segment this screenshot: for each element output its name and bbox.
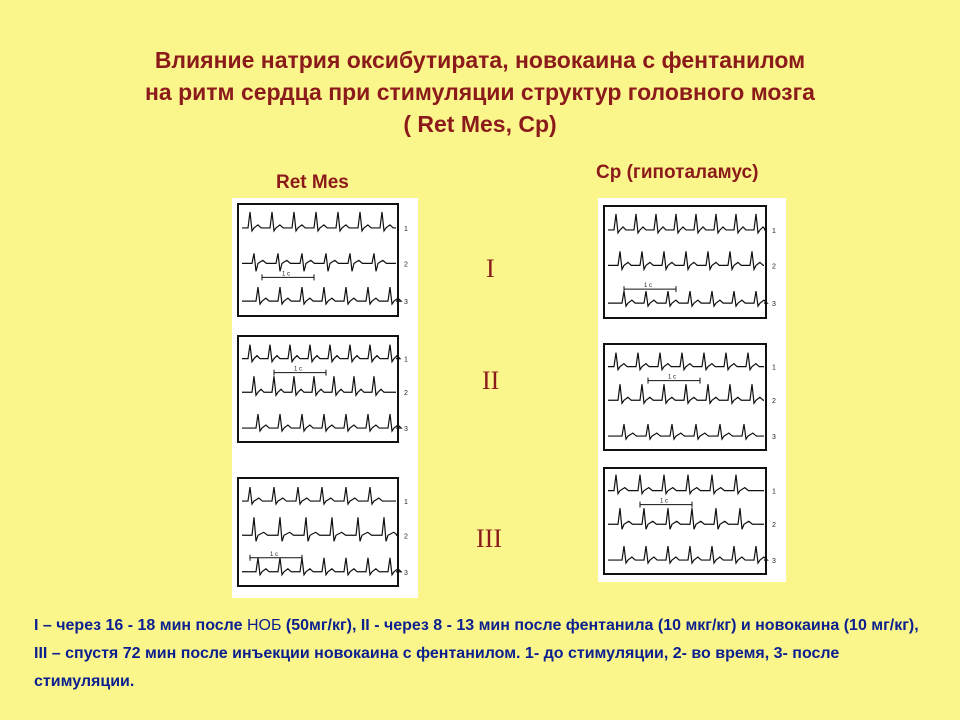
scale-label: 1 c [668,374,677,381]
ecg-trace-3 [242,414,401,431]
row-label-II: II [482,366,500,395]
trace-number: 1 [404,356,408,364]
ecg-trace-1 [242,487,396,504]
ecg-trace-1 [608,475,764,494]
trace-number: 1 [772,227,776,235]
ecg-trace-3 [608,424,764,439]
ecg-trace-1 [608,214,766,233]
scale-label: 1 c [270,551,279,558]
ecg-right-I [600,204,784,322]
ecg-trace-3 [608,546,767,563]
ecg-trace-2 [242,253,396,271]
ecg-left-III [234,476,416,590]
ecg-trace-1 [242,345,400,362]
ecg-trace-1 [608,353,764,370]
trace-number: 1 [404,499,408,507]
trace-number: 3 [772,558,776,566]
footer-caption [34,612,934,696]
trace-number: 2 [404,533,408,541]
slide-title [0,44,960,140]
trace-number: 1 [772,488,776,496]
trace-number: 3 [404,299,408,307]
trace-number: 2 [404,261,408,269]
trace-number: 2 [772,522,776,530]
ecg-trace-2 [242,517,398,541]
ecg-left-I [234,202,416,320]
trace-number: 2 [404,390,408,398]
trace-number: 3 [404,569,408,577]
trace-number: 2 [772,398,776,406]
scale-label: 1 c [282,271,291,278]
right-column-label: Cp (гипоталамус) [596,162,759,183]
ecg-trace-2 [608,384,764,403]
ecg-trace-3 [242,558,401,575]
trace-number: 3 [772,301,776,309]
trace-number: 3 [772,434,776,442]
trace-number: 1 [404,225,408,233]
ecg-right-II [600,342,784,454]
footer-part-3: (50мг/кг), II - через 8 - 13 мин после фентанила (10 мкг/кг) и новокаина (10 мг/кг), III – спустя 72 мин после инъекции новокаина с фентанилом. 1- до стимуляции, 2- во время, 3- после стимуляции. [34,617,919,690]
ecg-right-III [600,466,784,578]
footer-part-2: НОБ [246,617,282,634]
left-column-label: Ret Mes [276,172,349,193]
ecg-trace-3 [608,291,767,306]
trace-number: 1 [772,364,776,372]
ecg-trace-2 [242,376,396,395]
row-label-I: I [486,254,495,283]
ecg-trace-1 [242,212,396,231]
trace-number: 3 [404,426,408,434]
title-line-1: Влияние натрия оксибутирата, новокаина с фентанилом [154,47,806,73]
title-line-3: ( Ret Mes, Cp) [403,111,557,137]
row-label-III: III [476,524,502,553]
ecg-trace-2 [608,508,764,529]
scale-label: 1 c [660,498,669,505]
ecg-left-II [234,334,416,446]
scale-label: 1 c [644,283,653,290]
trace-number: 2 [772,263,776,271]
ecg-trace-3 [242,287,401,304]
title-line-2: на ритм сердца при стимуляции структур головного мозга [145,79,815,105]
ecg-trace-2 [608,251,764,269]
footer-part-1: I – через 16 - 18 мин после [34,617,247,634]
scale-label: 1 c [294,366,303,373]
